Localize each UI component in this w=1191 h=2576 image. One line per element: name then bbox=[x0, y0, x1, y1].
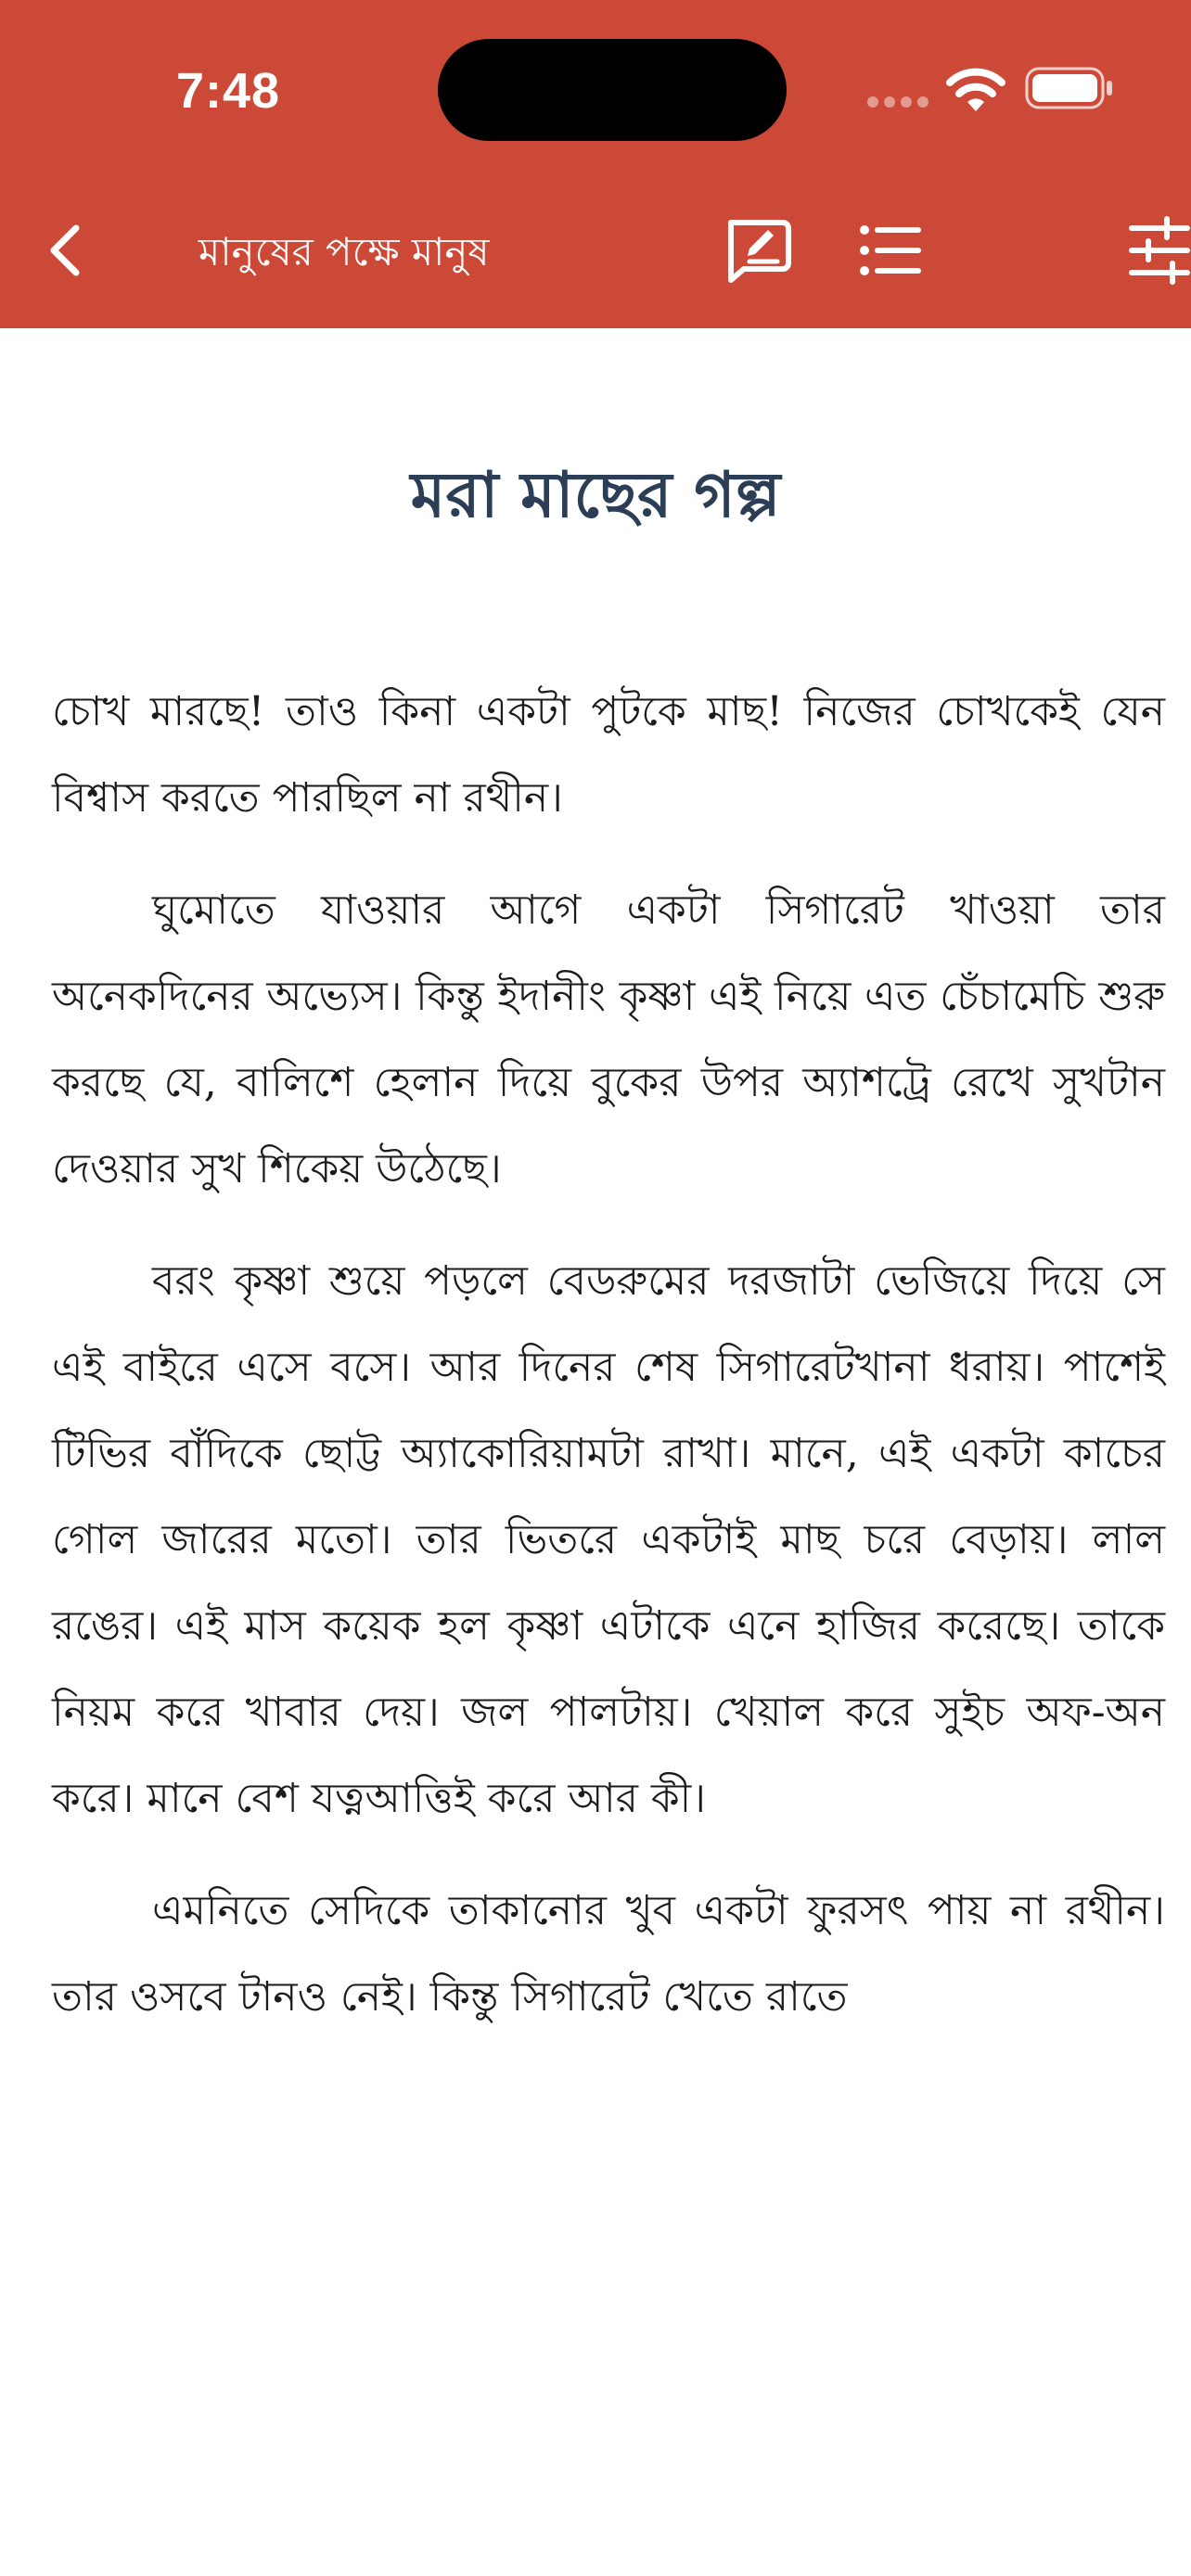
list-icon bbox=[850, 210, 931, 291]
chapter-title: মরা মাছের গল্প bbox=[410, 458, 781, 532]
nav-bar bbox=[0, 176, 1191, 328]
contents-button[interactable] bbox=[850, 210, 931, 291]
app-header bbox=[0, 0, 1191, 328]
paragraph: বরং কৃষ্ণা শুয়ে পড়লে বেডরুমের দরজাটা ভেজিয়ে দিয়ে সে এই বাইরে এসে বসে। আর দিনের শেষ সিগারেটখানা ধরায়। পাশেই টিভির বাঁদিকে ছোট্ট অ্যাকোরিয়ামটা রাখা। মানে, এই একটা কাচের গোল জারের মতো। তার ভিতরে একটাই মাছ চরে বেড়ায়। লাল রঙের। এই মাস কয়েক হল কৃষ্ণা এটাকে এনে হাজির করেছে। তাকে নিয়ম করে খাবার দেয়। জল পালটায়। খেয়াল করে সুইচ অফ-অন করে। মানে বেশ যত্নআত্তিই করে আর কী। bbox=[52, 1257, 1165, 1822]
sliders-icon bbox=[1119, 210, 1191, 291]
battery-icon bbox=[1025, 67, 1114, 109]
back-button[interactable] bbox=[33, 213, 98, 287]
wifi-icon bbox=[945, 65, 1006, 113]
chapter-body bbox=[52, 669, 1165, 2066]
book-title: মানুষের পক্ষে মানুষ bbox=[198, 229, 490, 274]
night-mode-button[interactable] bbox=[983, 210, 1065, 291]
moon-icon bbox=[983, 210, 1065, 291]
chevron-left-icon bbox=[33, 213, 98, 287]
edit-note-icon bbox=[716, 210, 798, 291]
settings-button[interactable] bbox=[1119, 210, 1191, 291]
dynamic-island bbox=[438, 39, 787, 141]
paragraph: এমনিতে সেদিকে তাকানোর খুব একটা ফুরসৎ পায় না রথীন। তার ওসবে টানও নেই। কিন্তু সিগারেট খেতে রাতে bbox=[52, 1887, 1165, 2021]
status-time: 7:48 bbox=[176, 63, 281, 119]
paragraph: ঘুমোতে যাওয়ার আগে একটা সিগারেট খাওয়া তার অনেকদিনের অভ্যেস। কিন্তু ইদানীং কৃষ্ণা এই নিয়ে এত চেঁচামেচি শুরু করছে যে, বালিশে হেলান দিয়ে বুকের উপর অ্যাশট্রে রেখে সুখটান দেওয়ার সুখ শিকেয় উঠেছে। bbox=[52, 886, 1165, 1192]
status-bar bbox=[0, 0, 1191, 176]
paragraph: চোখ মারছে! তাও কিনা একটা পুটকে মাছ! নিজের চোখকেই যেন বিশ্বাস করতে পারছিল না রথীন। bbox=[52, 688, 1165, 822]
cellular-signal-icon bbox=[867, 96, 930, 109]
notes-button[interactable] bbox=[716, 210, 798, 291]
